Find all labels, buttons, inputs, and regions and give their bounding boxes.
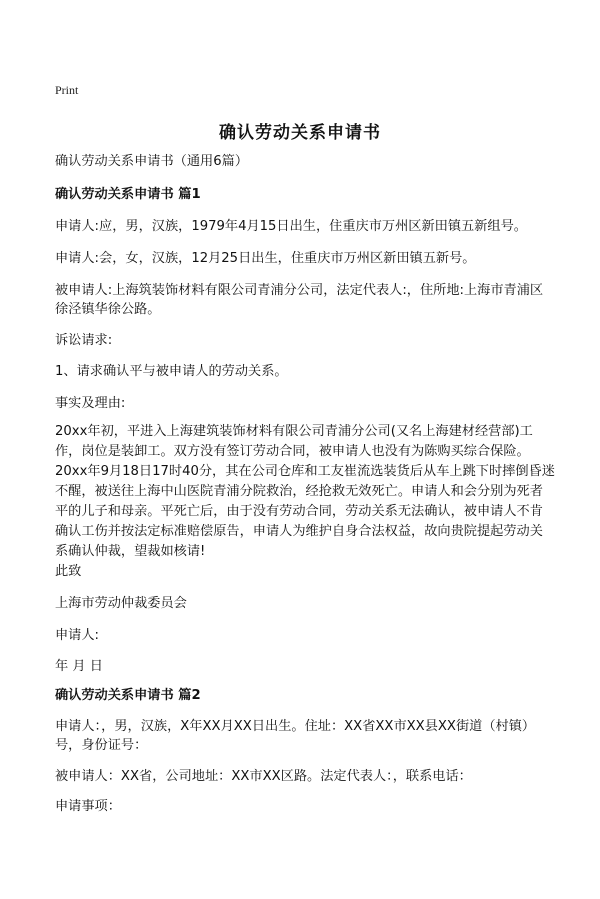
section1-claims-label: 诉讼请求: — [55, 333, 113, 348]
section1-facts-label: 事实及理由: — [55, 396, 126, 411]
document-subtitle: 确认劳动关系申请书（通用6篇） — [55, 154, 249, 169]
section1-claim-1: 1、请求确认平与被申请人的劳动关系。 — [55, 364, 288, 379]
section1-applicant-1: 申请人:应，男，汉族，1979年4月15日出生，住重庆市万州区新田镇五新组号。 — [55, 219, 527, 234]
section2-matters-label: 申请事项： — [55, 799, 121, 814]
section1-date: 年 月 日 — [55, 659, 103, 674]
section1-applicant-2: 申请人:会，女，汉族，12月25日出生，住重庆市万州区新田镇五新号。 — [55, 251, 476, 266]
section1-heading: 确认劳动关系申请书 篇1 — [55, 187, 201, 202]
print-label: Print — [55, 83, 79, 97]
section1-closing: 此致 — [55, 564, 82, 579]
section1-respondent: 被申请人:上海筑装饰材料有限公司青浦分公司，法定代表人:，住所地:上海市青浦区徐泾镇华徐公路。 — [55, 283, 544, 317]
section1-facts-body: 20xx年初，平进入上海建筑装饰材料有限公司青浦分公司(又名上海建材经营部)工作，岗位是装卸工。双方没有签订劳动合同，被申请人也没有为陈购买综合保险。20xx年9月18日17时40分，其在公司仓库和工友崔流选装货后从车上跳下时摔倒昏迷不醒，被送往上海中山医院青浦分院救治，经抢救无效死亡。申请人和会分别为死者平的儿子和母亲。平死亡后，由于没有劳动合同，劳动关系无法确认，被申请人不肯确认工伤并按法定标准赔偿原告，申请人为维护自身合法权益，故向贵院提起劳动关系确认仲裁，望裁如核请! — [55, 424, 555, 559]
document-title: 确认劳动关系申请书 — [219, 123, 381, 143]
section1-sign-applicant: 申请人: — [55, 628, 100, 643]
section2-respondent: 被申请人：XX省，公司地址：XX市XX区路。法定代表人：，联系电话： — [55, 769, 472, 784]
section2-applicant: 申请人：，男，汉族，X年XX月XX日出生。住址：XX省XX市XX县XX街道（村镇）号，身份证号： — [55, 719, 536, 753]
section1-recipient: 上海市劳动仲裁委员会 — [55, 596, 187, 611]
section2-heading: 确认劳动关系申请书 篇2 — [55, 688, 201, 703]
